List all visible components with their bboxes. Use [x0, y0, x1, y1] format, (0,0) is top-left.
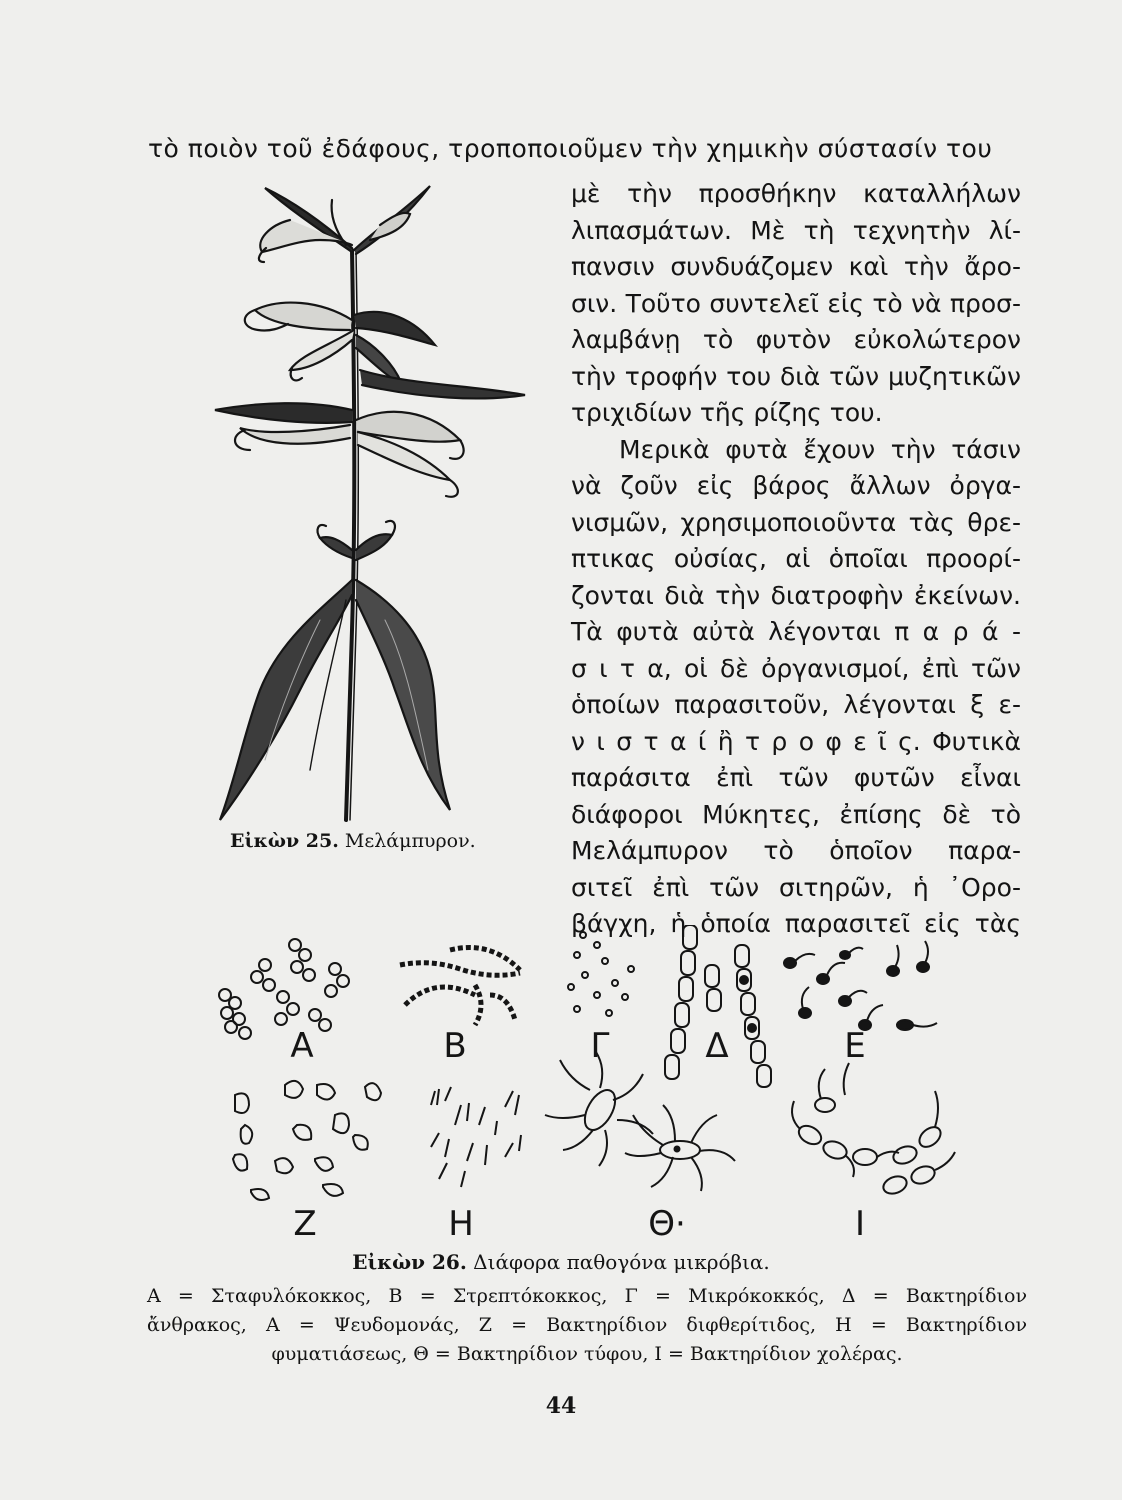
text-line: ν ι σ τ α ί ἢ τ ρ ο φ ε ῖ ς. Φυτικὰ	[571, 726, 1021, 756]
text-line: νισμῶν, χρησιμοποιοῦντα τὰς θρε-	[571, 507, 1021, 537]
diphtheria-bacillus-drawing	[233, 1081, 381, 1200]
figure-26-title: Διάφορα παθογόνα μικρόβια.	[473, 1250, 770, 1274]
text-column	[571, 176, 1021, 943]
micrococcus-drawing	[568, 932, 634, 1016]
staphylococcus-drawing	[219, 939, 349, 1039]
text-line: Μερικὰ φυτὰ ἔχουν τὴν τάσιν	[619, 434, 1021, 464]
pseudomonas-drawing	[784, 941, 937, 1030]
streptococcus-drawing	[400, 948, 520, 1026]
text-line: ζονται διὰ τὴν διατροφὴν ἐκείνων.	[571, 580, 1021, 610]
text-line: λαμβάνῃ τὸ φυτὸν εὐκολώτερον	[571, 325, 1021, 354]
letter-iota: Ι	[854, 1204, 866, 1244]
text-line: τριχιδίων τῆς ρίζης του.	[571, 398, 883, 427]
letter-alpha: Α	[290, 1026, 314, 1066]
text-line: νὰ ζοῦν εἰς βάρος ἄλλων ὀργα-	[571, 471, 1021, 500]
text-line: πανσιν συνδυάζομεν καὶ τὴν ἄρο-	[571, 252, 1021, 281]
microbes-illustration	[205, 925, 975, 1245]
text-line: σιτεῖ ἐπὶ τῶν σιτηρῶν, ἡ ᾿Ορο-	[571, 872, 1021, 902]
typhoid-bacillus-drawing	[545, 1052, 735, 1191]
figure-26-legend	[147, 1282, 1027, 1369]
text-line: σ ι τ α, οἱ δὲ ὀργανισμοί, ἐπὶ τῶν	[571, 653, 1021, 683]
figure-25-label: Εἰκὼν 25.	[230, 830, 339, 852]
letter-theta: Θ·	[648, 1204, 686, 1244]
figure-25-title: Μελάμπυρον.	[344, 830, 476, 852]
figure-25-caption	[230, 830, 476, 852]
text-line: Τὰ φυτὰ αὐτὰ λέγονται π α ρ ά -	[571, 617, 1021, 646]
first-text-line: τὸ ποιὸν τοῦ ἐδάφους, τροποποιοῦμεν τὴν χημικὴν σύστασίν του	[148, 134, 993, 163]
text-line: μὲ τὴν προσθήκην καταλλήλων	[571, 179, 1021, 208]
cholera-vibrio-drawing	[792, 1063, 955, 1197]
text-line: λιπασμάτων. Μὲ τὴ τεχνητὴν λί-	[571, 215, 1021, 245]
melampyrum-plant-illustration	[170, 170, 550, 830]
tuberculosis-bacillus-drawing	[431, 1087, 521, 1187]
page-number: 44	[545, 1393, 577, 1419]
text-line: παράσιτα ἐπὶ τῶν φυτῶν εἶναι	[571, 763, 1021, 792]
legend-line: φυματιάσεως, Θ = Βακτηρίδιον τύφου, Ι = Βακτηρίδιον χολέρας.	[271, 1343, 903, 1365]
letter-delta: Δ	[705, 1026, 729, 1066]
text-line: ὁποίων παρασιτοῦν, λέγονται ξ ε-	[571, 690, 1021, 719]
text-line: διάφοροι Μύκητες, ἐπίσης δὲ τὸ	[571, 799, 1021, 829]
letter-zeta: Ζ	[293, 1204, 317, 1244]
text-line: τὴν τροφήν του διὰ τῶν μυζητικῶν	[571, 361, 1021, 391]
legend-line: Α = Σταφυλόκοκκος, Β = Στρεπτόκοκκος, Γ = Μικρόκοκκός, Δ = Βακτηρίδιον	[147, 1285, 1027, 1307]
figure-26-caption	[0, 1250, 1122, 1274]
figure-26-label: Εἰκὼν 26.	[352, 1250, 467, 1274]
legend-line: ἄνθρακος, Α = Ψευδομονάς, Ζ = Βακτηρίδιον διφθερίτιδος, Η = Βακτηρίδιον	[147, 1314, 1027, 1336]
text-line: βάγχη, ἡ ὁποία παρασιτεῖ εἰς τὰς	[571, 909, 1021, 938]
text-line: πτικας οὐσίας, αἱ ὁποῖαι προορί-	[571, 544, 1021, 573]
letter-epsilon: Ε	[844, 1026, 866, 1066]
text-line: Μελάμπυρον τὸ ὁποῖον παρα-	[571, 836, 1021, 865]
text-line: σιν. Τοῦτο συντελεῖ εἰς τὸ νὰ προσ-	[571, 288, 1021, 318]
letter-eta: Η	[448, 1204, 474, 1244]
letter-gamma: Γ	[590, 1026, 610, 1066]
letter-beta: Β	[443, 1026, 467, 1066]
